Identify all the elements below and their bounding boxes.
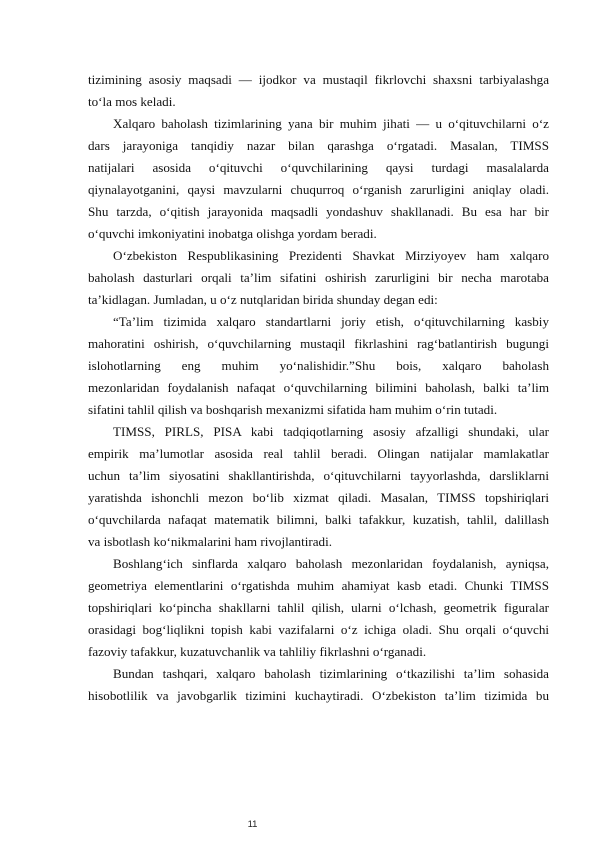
text-line: baholash dasturlari orqali ta’lim sifatini oshirish zarurligini bir necha marotaba [88,270,549,285]
text-line: qiynalayotganini, qaysi mavzularni chuqurroq o‘rganish zarurligini aniqlay oladi. [88,182,549,197]
document-page [88,69,549,707]
page-number: 11 [247,819,258,830]
text-line: fazoviy tafakkur, kuzatuvchanlik va tahliliy fikrlashni o‘rganadi. [88,644,427,659]
text-line: islohotlarning eng muhim yo‘nalishidir.”Shu bois, xalqaro baholash [88,358,549,373]
text-line: natijalari asosida o‘qituvchi o‘quvchilarining qaysi turdagi masalalarda [88,160,549,175]
text-line: empirik ma’lumotlar asosida real tahlil beradi. Olingan natijalar mamlakatlar [88,446,549,461]
text-line: o‘quvchi imkoniyatini inobatga olishga yordam beradi. [88,226,377,241]
text-line: hisobotlilik va javobgarlik tizimini kuchaytiradi. O‘zbekiston ta’lim tizimida bu [88,688,549,703]
text-line: O‘zbekiston Respublikasining Prezidenti Shavkat Mirziyoyev ham xalqaro [113,248,549,263]
text-line: mezonlaridan foydalanish nafaqat o‘quvchilarning bilimini baholash, balki ta’lim [88,380,549,395]
text-line: Boshlang‘ich sinflarda xalqaro baholash mezonlaridan foydalanish, ayniqsa, [113,556,549,571]
text-line: geometriya elementlarini o‘rgatishda muhim ahamiyat kasb etadi. Chunki TIMSS [88,578,549,593]
paragraph [88,553,549,663]
text-line: Xalqaro baholash tizimlarining yana bir muhim jihati — u o‘qituvchilarni o‘z [113,116,549,131]
text-line: dars jarayoniga tanqidiy nazar bilan qarashga o‘rgatadi. Masalan, TIMSS [88,138,549,153]
text-line: Shu tarzda, o‘qitish jarayonida maqsadli yondashuv shakllanadi. Bu esa har bir [88,204,549,219]
text-line: uchun ta’lim siyosatini shakllantirishda, o‘qituvchilarni tayyorlashda, darsliklarni [88,468,549,483]
text-line: tizimining asosiy maqsadi — ijodkor va mustaqil fikrlovchi shaxsni tarbiyalashga [88,72,549,87]
text-line: sifatini tahlil qilish va boshqarish mexanizmi sifatida ham muhim o‘rin tutadi. [88,402,498,417]
paragraph [88,113,549,245]
text-line: topshiriqlari ko‘pincha shakllarni tahlil qilish, ularni o‘lchash, geometrik figuralar [88,600,549,615]
text-line: o‘quvchilarda nafaqat matematik bilimni, balki tafakkur, kuzatish, tahlil, dalillash [88,512,549,527]
text-line: ta’kidlagan. Jumladan, u o‘z nutqlaridan birida shunday degan edi: [88,292,438,307]
text-line: orasidagi bog‘liqlikni topish kabi vazifalarni o‘z ichiga oladi. Shu orqali o‘quvchi [88,622,549,637]
paragraph [88,245,549,311]
text-line: TIMSS, PIRLS, PISA kabi tadqiqotlarning asosiy afzalligi shundaki, ular [113,424,549,439]
text-line: yaratishda ishonchli mezon bo‘lib xizmat qiladi. Masalan, TIMSS topshiriqlari [88,490,549,505]
paragraph [88,69,549,113]
quote-paragraph [88,311,549,421]
text-line: to‘la mos keladi. [88,94,176,109]
text-line: va isbotlash ko‘nikmalarini ham rivojlantiradi. [88,534,332,549]
text-line: Bundan tashqari, xalqaro baholash tizimlarining o‘tkazilishi ta’lim sohasida [113,666,549,681]
paragraph [88,421,549,553]
text-line: “Ta’lim tizimida xalqaro standartlarni joriy etish, o‘qituvchilarning kasbiy [113,314,549,329]
paragraph [88,663,549,707]
text-line: mahoratini oshirish, o‘quvchilarning mustaqil fikrlashini rag‘batlantirish bugungi [88,336,549,351]
